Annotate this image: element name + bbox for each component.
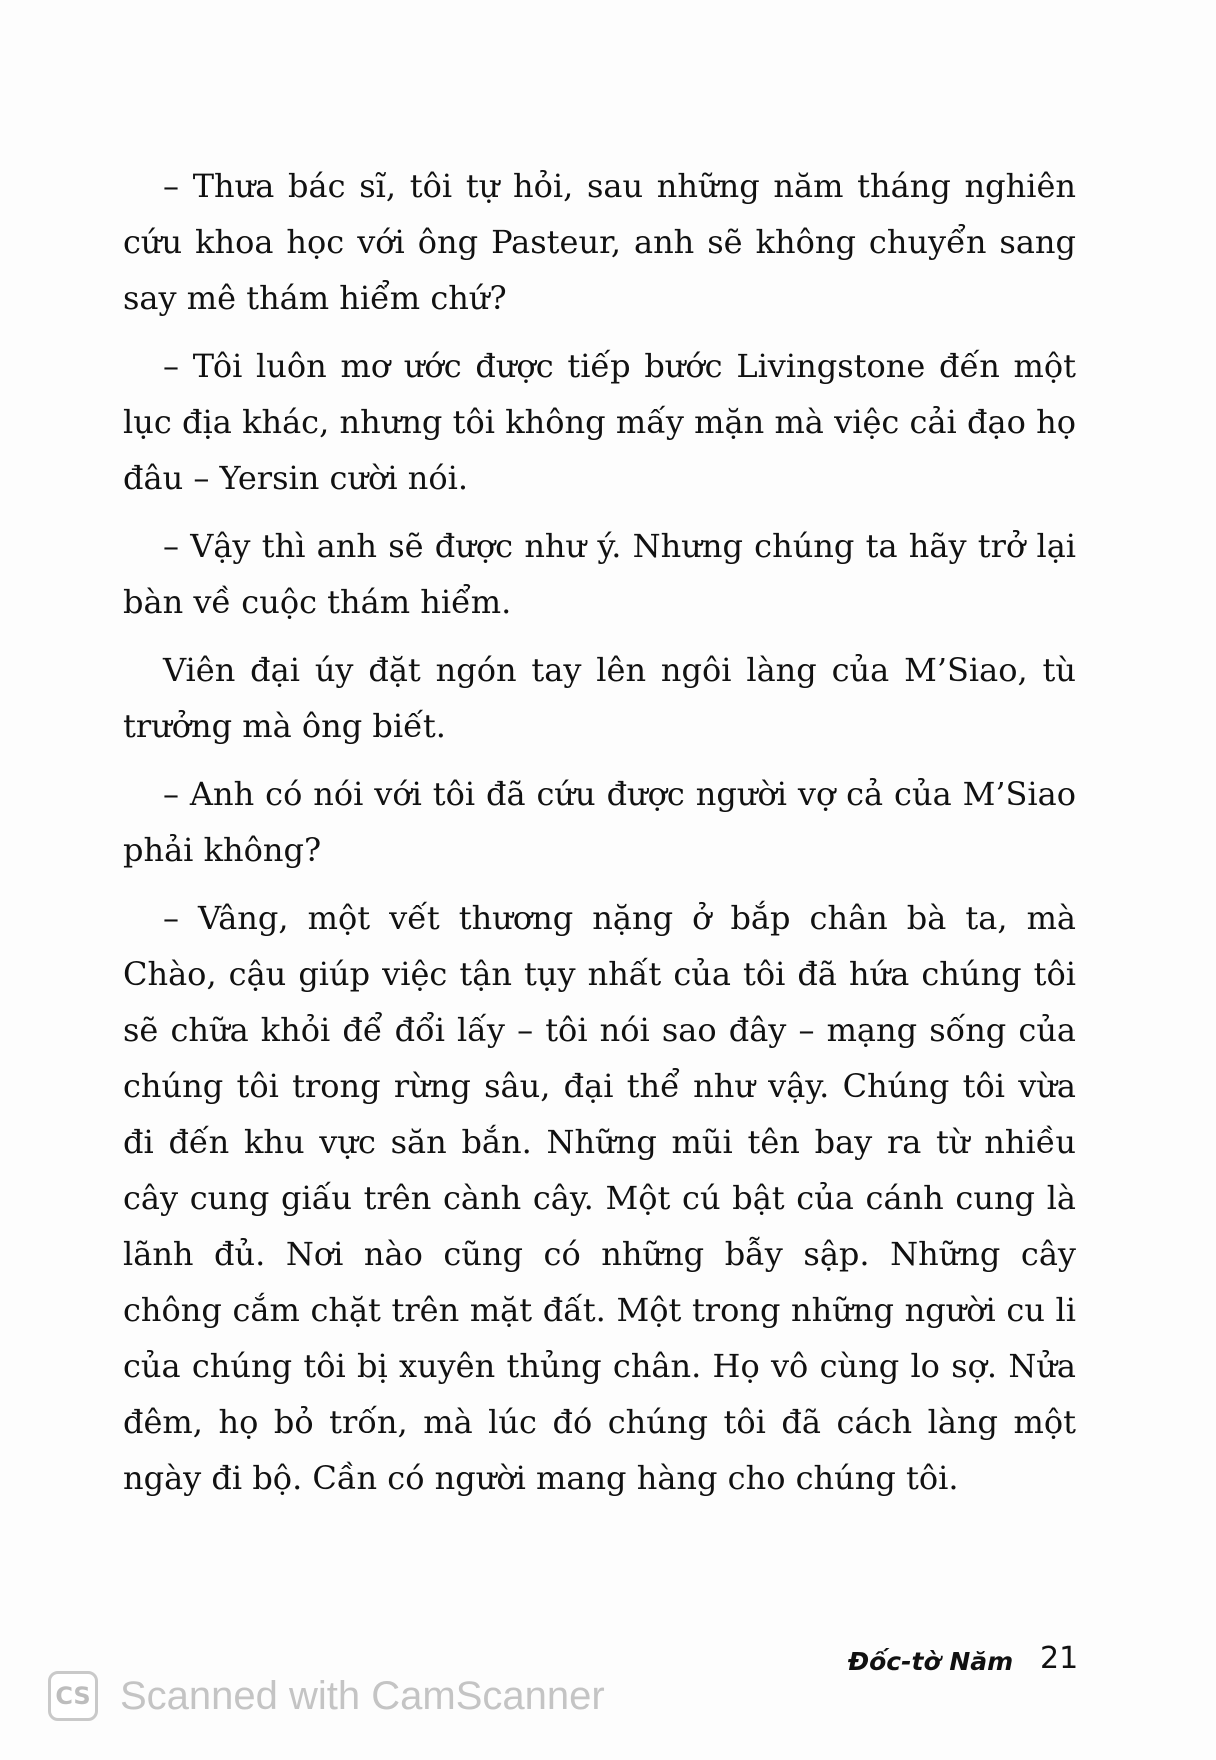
running-footer-title: Đốc-tờ Năm	[848, 1647, 1014, 1676]
paragraph-3: – Vậy thì anh sẽ được như ý. Nhưng chúng ta hãy trở lại bàn về cuộc thám hiểm.	[123, 527, 1076, 621]
paragraph-4: Viên đại úy đặt ngón tay lên ngôi làng của M’Siao, tù trưởng mà ông biết.	[123, 651, 1076, 745]
camscanner-logo-icon: CS	[48, 1671, 98, 1721]
paragraph-1: – Thưa bác sĩ, tôi tự hỏi, sau những năm tháng nghiên cứu khoa học với ông Pasteur, anh sẽ không chuyển sang say mê thám hiểm chứ?	[123, 167, 1076, 317]
paragraph-2: – Tôi luôn mơ ước được tiếp bước Livingstone đến một lục địa khác, nhưng tôi không mấy mặn mà việc cải đạo họ đâu – Yersin cười nói.	[123, 347, 1076, 497]
camscanner-watermark	[48, 1668, 605, 1724]
paragraph-5: – Anh có nói với tôi đã cứu được người vợ cả của M’Siao phải không?	[123, 775, 1076, 869]
paragraph-6: – Vâng, một vết thương nặng ở bắp chân bà ta, mà Chào, cậu giúp việc tận tụy nhất của tôi đã hứa chúng tôi sẽ chữa khỏi để đổi lấy – tôi nói sao đây – mạng sống của chúng tôi trong rừng sâu, đại thể như vậy. Chúng tôi vừa đi đến khu vực săn bắn. Những mũi tên bay ra từ nhiều cây cung giấu trên cành cây. Một cú bật của cánh cung là lãnh đủ. Nơi nào cũng có những bẫy sập. Những cây chông cắm chặt trên mặt đất. Một trong những người cu li của chúng tôi bị xuyên thủng chân. Họ vô cùng lo sợ. Nửa đêm, họ bỏ trốn, mà lúc đó chúng tôi đã cách làng một ngày đi bộ. Cần có người mang hàng cho chúng tôi.	[123, 899, 1076, 1497]
body-text	[123, 158, 1076, 1506]
watermark-text: Scanned with CamScanner	[120, 1673, 605, 1718]
page-number: 21	[1040, 1641, 1079, 1676]
